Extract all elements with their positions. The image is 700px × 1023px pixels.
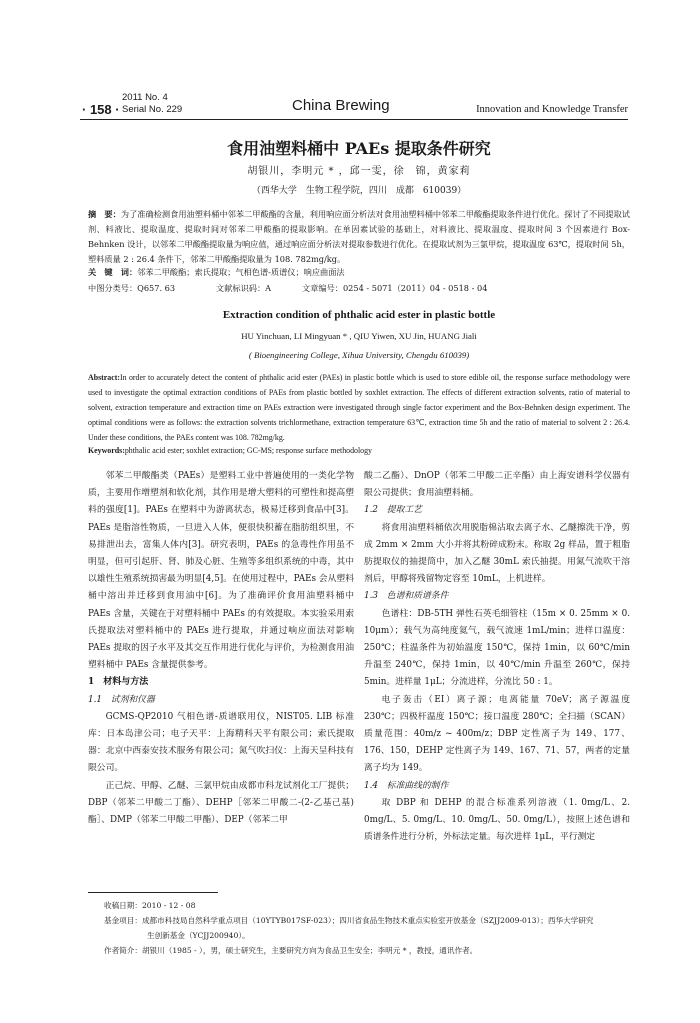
section-heading-materials: 1 材料与方法 [88,677,149,688]
fund-line-2: 生创新基金（YCJJ200940）。 [147,931,250,940]
journal-name: China Brewing [292,97,390,114]
instruments-paragraph: GCMS-QP2010 气相色谱-质谱联用仪，NIST05. LIB 标准库：日本岛津公司；电子天平：上海精科天平有限公司；索氏提取器：北京中西泰安技术服务有限公司；氮气吹扫仪：上海天呈科技有限公司。 [88,711,354,774]
issue-year: 2011 No. 4 [122,92,168,103]
abstract-label: 摘 要： [88,209,121,219]
subsection-heading-chromatography: 1.3 色谱和质谱条件 [364,591,449,602]
affiliation-english: ( Bioengineering College, Xihua University, Chengdu 610039) [248,350,470,360]
author-bio: 作者简介：胡银川（1985 - ），男，硕士研究生，主要研究方向为食品卫生安全；李明元 * ，教授，通讯作者。 [104,946,478,955]
subsection-heading-reagents: 1.1 试剂和仪器 [88,694,155,705]
section-name: Innovation and Knowledge Transfer [476,104,628,115]
classification-line [88,283,630,294]
keywords-en-label: Keywords: [88,446,125,455]
keywords-english [88,446,630,455]
process-paragraph: 将食用油塑料桶依次用脱脂棉沾取去离子水、乙醚擦洗干净，剪成 2mm × 2mm 大小并将其粉碎成粉末。称取 2g 样品，置于粗脂肪提取仪的抽提筒中，加入乙醚 30mL 索氏抽提。用氮气流吹干溶剂后，甲醇将残留物定容至 10mL，上机进样。 [364,522,630,585]
keywords-label: 关 键 词： [88,267,138,277]
body-column-right [364,468,630,846]
ms-conditions-paragraph: 电子轰击（EI）离子源；电离能量 70eV；离子源温度 230℃；四极杆温度 150℃；接口温度 280℃；全扫描（SCAN）质量范围：40m/z ~ 400m/z；DBP 定性离子为 149、177、176、150，DEHP 定性离子为 149、167、71、57，两者的定量离子均为 149。 [364,694,630,774]
received-date: 收稿日期：2010 - 12 - 08 [104,901,196,910]
keywords-en-text: phthalic acid ester; soxhlet extraction; GC-MS; response surface methodology [124,446,373,455]
document-code: 文献标识码：A [216,283,272,293]
keywords-text: 邻苯二甲酸酯；索氏提取；气相色谱-质谱仪；响应曲面法 [137,267,345,277]
footnotes [104,898,630,958]
title-chinese: 食用油塑料桶中 PAEs 提取条件研究 [227,139,491,158]
title-english: Extraction condition of phthalic acid ester in plastic bottle [222,309,496,321]
abstract-english [88,370,630,445]
footnote-divider [88,892,218,893]
fund-line-1: 基金项目：成都市科技局自然科学重点项目（10YTYB017SF-023）；四川省食品生物技术重点实验室开放基金（SZJJ2009-013）；西华大学研究 [104,916,594,925]
reagents-paragraph: 正己烷、甲醇、乙醚、三氯甲烷由成都市科龙试剂化工厂提供；DBP（邻苯二甲酸二丁酯）、DEHP［邻苯二甲酸二-(2-乙基己基)酯］、DMP（邻苯二甲酸二甲酯）、DEP（邻苯二甲 [88,780,354,826]
authors-chinese: 胡银川，李明元 * ，邱一雯，徐 锦，黄家莉 [247,166,471,177]
article-number: 文章编号：0254 - 5071（2011）04 - 0518 - 04 [302,283,488,293]
clc-number: 中图分类号：Q657. 63 [88,283,176,293]
body-column-left [88,468,354,829]
subsection-heading-standard-curve: 1.4 标准曲线的制作 [364,780,449,791]
continued-paragraph: 酸二乙酯）、DnOP（邻苯二甲酸二正辛酯）由上海安谱科学仪器有限公司提供；食用油塑料桶。 [364,471,630,499]
abstract-en-label: Abstract: [88,373,120,382]
abstract-en-text: In order to accurately detect the content of phthalic acid ester (PAEs) in plastic bottle which is used to store edible oil, the response surface methodology were used to investigate the optimal extraction conditions of PAEs from plastic bottled by soxhlet extraction. The effects of different extraction solvents, ratio of material to solvent, extraction temperature and extraction time on PAEs extraction were investigated through single factor experiment and the Box-Behnken design experiment. The optimal conditions were as follows: the extraction solvents trichlormethane, extraction temperature 63℃, extraction time 5h and the ratio of material to solvent 2 : 26.4. Under these conditions, the PAEs content was 108. 782mg/kg. [88,373,630,442]
subsection-heading-extraction: 1.2 提取工艺 [364,505,422,516]
abstract-chinese [88,207,630,267]
page-number: · 158 · [82,102,120,117]
serial-number: Serial No. 229 [122,104,183,115]
gc-conditions-paragraph: 色谱柱：DB-5TH 弹性石英毛细管柱（15m × 0. 25mm × 0. 10μm）；载气为高纯度氦气，载气流速 1mL/min；进样口温度：250℃；柱温条件为初始温度 150℃，保持 1min，以 60℃/min 升温至 240℃，保持 1min，以 40℃/min 升温至 260℃，保持 5min。进样量 1μL；分流进样，分流比 50 : 1。 [364,608,630,688]
standard-curve-paragraph: 取 DBP 和 DEHP 的混合标准系列溶液（1. 0mg/L、2. 0mg/L、5. 0mg/L、10. 0mg/L、50. 0mg/L），按照上述色谱和质谱条件进行分析，外标法定量。每次进样 1μL，平行测定 [364,797,630,843]
abstract-text: 为了准确检测食用油塑料桶中邻苯二甲酸酯的含量，利用响应面分析法对食用油塑料桶中邻苯二甲酸酯提取条件进行优化。探讨了不同提取试剂、料液比、提取温度、提取时间对邻苯二甲酸酯的提取影响。在单因素试验的基础上，对料液比、提取温度、提取时间 3 个因素进行 Box-Behnken 设计，以邻苯二甲酸酯提取量为响应值，通过响应面分析法对提取参数进行优化。在提取试剂为三氯甲烷，提取温度 63℃，提取时间 5h，塑料质量 2 : 26.4 条件下，邻苯二甲酸酯提取量为 108. 782mg/kg。 [88,209,630,264]
keywords-chinese [88,267,630,278]
intro-paragraph: 邻苯二甲酸酯类（PAEs）是塑料工业中普遍使用的一类化学物质，主要用作增塑剂和软化剂，其作用是增大塑料的可塑性和提高塑料的强度[1]。PAEs 在塑料中为游离状态，极易迁移到食品中[3]。PAEs 是脂溶性物质，一旦进入人体，便很快积蓄在脂肪组织里，不易排泄出去，富集人体内[3]。研究表明，PAEs 的急毒性作用虽不明显，但可引起肝、肾、肺及心脏、生殖等多组织系统的中毒，其中以雄性生殖系统损害最为明显[4,5]。在使用过程中，PAEs 会从塑料桶中溶出并迁移到食用油中[6]。为了准确评价食用油塑料桶中 PAEs 含量，关键在于对塑料桶中 PAEs 的有效提取。本实验采用索氏提取法对塑料桶中的 PAEs 进行提取，并通过响应面法对影响 PAEs 提取的因子水平及其交互作用进行优化与评价，为检测食用油塑料桶中 PAEs 含量提供参考。 [88,471,354,671]
authors-english: HU Yinchuan, LI Mingyuan * , QIU Yiwen, XU Jin, HUANG Jiali [241,331,477,341]
issue-info [122,92,182,116]
running-header [80,92,628,120]
affiliation-chinese: （西华大学 生物工程学院，四川 成都 610039） [251,186,467,196]
